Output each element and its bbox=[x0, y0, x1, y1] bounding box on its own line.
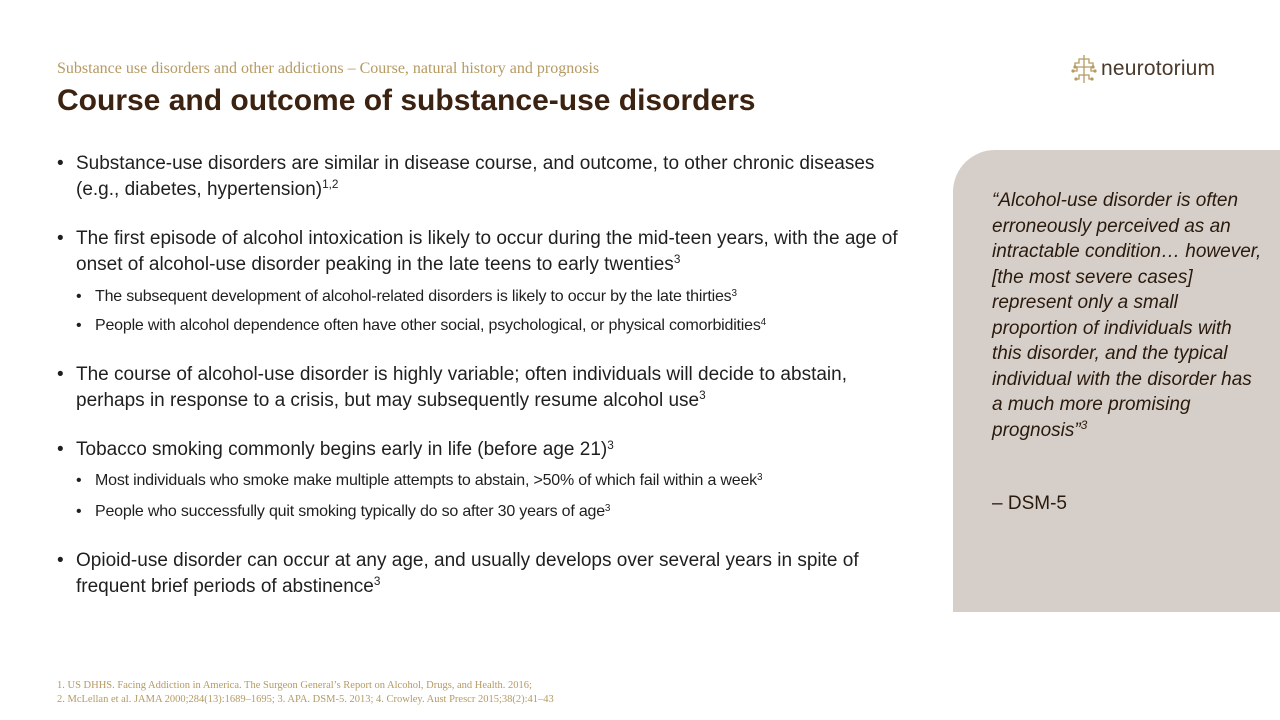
neurotorium-logo-icon bbox=[1071, 53, 1097, 85]
bullet-text: The first episode of alcohol intoxication is likely to occur during the mid-teen years, with the age of onset of alcohol-use disorder peaking in the late teens to early twenties bbox=[76, 228, 898, 275]
sub-bullet-item: • The subsequent development of alcohol-related disorders is likely to occur by the late thirties$^3$ bbox=[76, 287, 737, 305]
bullet-text: The course of alcohol-use disorder is highly variable; often individuals will decide to abstain, perhaps in response to a crisis, but may subsequently resume alcohol use bbox=[76, 364, 847, 411]
sub-bullet-text: The subsequent development of alcohol-related disorders is likely to occur by the late thirties bbox=[95, 288, 732, 305]
reference-line: 1. US DHHS. Facing Addiction in America. The Surgeon General’s Report on Alcohol, Drugs, and Health. 2016; bbox=[57, 680, 532, 691]
section-subtitle: Substance use disorders and other addictions – Course, natural history and prognosis bbox=[57, 60, 600, 77]
reference-superscript: 4 bbox=[760, 316, 766, 328]
reference-line: 2. McLellan et al. JAMA 2000;284(13):1689–1695; 3. APA. DSM-5. 2013; 4. Crowley. Aust Prescr 2015;38(2):41–43 bbox=[57, 693, 554, 705]
sub-bullet-item: • Most individuals who smoke make multiple attempts to abstain, >50% of which fail within a week$^3$ bbox=[76, 471, 763, 489]
sub-bullet-item: • People with alcohol dependence often have other social, psychological, or physical comorbidities$^4$ bbox=[76, 316, 766, 334]
reference-superscript: 3 bbox=[731, 287, 737, 299]
quote-source: – DSM-5 bbox=[992, 493, 1067, 514]
reference-superscript: 3 bbox=[373, 575, 381, 589]
sub-bullet-text: People who successfully quit smoking typically do so after 30 years of age bbox=[95, 503, 605, 520]
sub-bullet-text: Most individuals who smoke make multiple attempts to abstain, >50% of which fail within a week bbox=[95, 472, 757, 489]
reference-superscript: 1,2 bbox=[322, 178, 339, 192]
bullet-text: Substance-use disorders are similar in disease course, and outcome, to other chronic diseases (e.g., diabetes, hypertension) bbox=[76, 153, 875, 200]
reference-superscript: 3 bbox=[673, 253, 681, 267]
sub-bullet-text: People with alcohol dependence often have other social, psychological, or physical comorbidities bbox=[95, 317, 761, 334]
bullet-item: • Opioid-use disorder can occur at any age, and usually develops over several years in spite of frequent brief periods of abstinence$^3$ bbox=[57, 550, 859, 597]
logo-text: neurotorium bbox=[1101, 57, 1216, 80]
quote-text: “Alcohol-use disorder is often erroneously perceived as an intractable condition… however, [the most severe cases] represent only a small proportion of individuals with this disorder, and the typical individual with the disorder has a much more promising prognosis” bbox=[992, 190, 1262, 441]
quote-panel bbox=[953, 150, 1280, 612]
neurotorium-logo[interactable] bbox=[1071, 53, 1215, 85]
bullet-text: Opioid-use disorder can occur at any age, and usually develops over several years in spite of frequent brief periods of abstinence bbox=[76, 550, 859, 597]
reference-superscript: 3 bbox=[604, 502, 611, 514]
reference-superscript: 3 bbox=[756, 471, 763, 483]
bullet-item: • The first episode of alcohol intoxication is likely to occur during the mid-teen years, with the age of onset of alcohol-use disorder peaking in the late teens to early twenties$^3$ bbox=[57, 228, 898, 275]
reference-superscript: 3 bbox=[1080, 419, 1088, 433]
bullet-item: • Substance-use disorders are similar in disease course, and outcome, to other chronic diseases (e.g., diabetes, hypertension)$^{1,2}$ bbox=[57, 153, 875, 200]
bullet-item: • Tobacco smoking commonly begins early in life (before age 21)$^3$ bbox=[57, 438, 614, 460]
quote-text-block bbox=[992, 188, 1262, 443]
reference-superscript: 3 bbox=[607, 438, 614, 452]
bullet-text: Tobacco smoking commonly begins early in life (before age 21) bbox=[76, 439, 608, 460]
page-title: Course and outcome of substance-use disorders bbox=[57, 84, 756, 117]
reference-superscript: 3 bbox=[699, 389, 706, 403]
references bbox=[57, 679, 554, 706]
sub-bullet-item: • People who successfully quit smoking typically do so after 30 years of age$^3$ bbox=[76, 502, 611, 520]
bullet-item: • The course of alcohol-use disorder is highly variable; often individuals will decide to abstain, perhaps in response to a crisis, but may subsequently resume alcohol use$^3$ bbox=[57, 364, 847, 411]
